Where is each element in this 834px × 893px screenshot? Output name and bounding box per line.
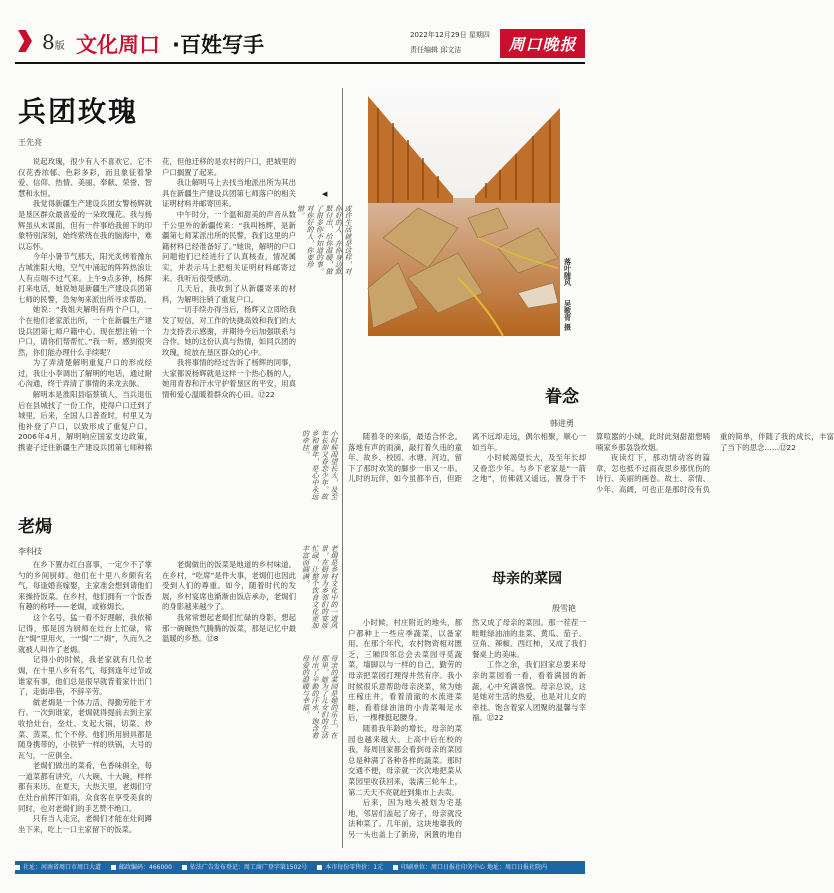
sidebar-caption-1: 或许生活就是这样，对你好的人，在你身边默默付出，给你温暖，做了很多你不知道的事。对你好的人，你要珍惜。 [296,205,352,275]
photo-caption-credit: 吴歌胥 摄 [563,300,573,331]
page-number-value: 8 [42,30,55,54]
paragraph: 为了弄清楚解明重复户口的形成经过，我让小李调出了解明的电话，通过耐心沟通，终于弄清了事情的来龙去脉。 [18,358,152,389]
sidebar-caption-4: 母亲的菜园是她的乐土，在那里，她为了儿女们的生活付出了辛勤的汗水，饱含着母爱的温暖与幸福。 [301,655,338,739]
footer-item: 印刷单位：周口日报社印务中心 地址：周口日报社院内 [393,864,547,871]
photo-illustration [368,78,560,336]
paragraph: 夜读灯下，那动情动容的篇章，怎也抵不过雨夜思乡那忧伤的诗行、美丽的画卷。故土、亲情、少年、高阔，可也正是那时没有负重的简单，伴随了我的成长，丰富了当下的思念……⑫22 [596,432,834,494]
paragraph: 中午时分，一个温和甜美的声音从数千公里外的新疆传来：“我叫杨辉，是新疆第七师某派出所的民警，我们这里的户籍材料已经准备好了。”她说，解明的户口问题他们已经进行了认真核查，情况属实，并表示马上把相关证明材料邮寄过来。我听后很受感动。 [162,209,296,283]
paragraph: 几天后，我收到了从新疆寄来的材料，为解明注销了重复户口。 [162,284,296,304]
triangle-marker-icon: ◀ [322,190,328,198]
article-body-garden [348,618,586,846]
paragraph: 我觉得新疆生产建设兵团女警杨辉就是垦区群众最喜爱的一朵玫瑰花。我与杨辉虽从未谋面，但有一件事给我留下的印象特别深刻，始终萦绕在我的脑海中，难以忘怀。 [18,199,152,251]
footer-bar [15,861,585,874]
sidebar-caption-2: 小时候渴望长大，及至年长却又眷恋少年。故乡和童年，是心中永远的牵挂。 [301,430,338,500]
article-author-garden: 殷雪艳 [552,604,576,613]
article-title-cook: 老焗 [18,517,52,537]
article-title-miss: 眷念 [545,387,579,407]
paragraph: 工作之余，我们回家总要来母亲的菜园看一看，看着满园的新蔬，心中充满喜悦。母亲总说，这是她对生活的热爱，也是对儿女的牵挂。饱含着家人团聚的温馨与幸福。⑫22 [472,660,586,723]
article-title-rose: 兵团玫瑰 [18,95,139,128]
footer-item: 依法广告发布登记：周工商广登字第1502号 [182,864,307,871]
article-body-cook [18,560,296,845]
article-title-garden: 母亲的菜园 [492,571,562,587]
paragraph: 在乡下置办红白喜事，一定少不了掌勺的乡间厨师。他们在十里八乡颇有名气，每逢婚丧嫁娶，主家准会想到请他们来操持饭菜。在乡村，他们拥有一个饭香有趣的称呼——老焗，或称焗长。 [18,560,152,612]
paragraph: 我将事情的经过告诉了杨辉的同事，大家都说杨辉就是这样一个热心肠的人，她用青春和汗水守护着垦区的平安，用真情和爱心温暖着群众的心田。⑫22 [162,358,296,400]
page-number [42,30,65,54]
paragraph: 做老焗是一个体力活，得勤劳能干才行。一次到谁家，老焗就得提前去到主家收拾灶台，垒灶、支起大锅，切菜、炒菜、蒸菜，忙个不停。他们所用厨具都是随身携带的，小铁铲一样的铁锅，大号的瓦勺，一应俱全。 [18,697,152,760]
paragraph: 今年小暑节气那天，阳光炙烤着豫东古城淮阳大地，空气中涌起的阵阵热浪让人有点喘不过气来。上午9点多钟，杨辉打来电话，她说她是新疆生产建设兵团第七师的民警，急匆匆来派出所寻求帮助。 [18,252,152,304]
paragraph: 小时候，村庄附近的地头，都户都种上一些应季蔬菜，以备家用。在那个年代，农村物资相对匮乏，三厢四邻总会去菜园寻觅蔬菜，墙脚以与一样的自己，勤劳的母亲把菜园打理得井然有序。我小时候很乐意帮助母亲浇菜，常为她庄稼庄井，看着清澈的水流进菜畦，看着绿油油的小青菜喝足水后，一棵棵挺起腰身。 [348,618,462,723]
article-author-rose: 王先亮 [18,138,42,147]
paragraph: 随着我年龄的增长，母亲的菜园也越来越大。上高中后在校的我，每周回家都会看到母亲的菜园总是种满了各种各样的蔬菜。那时交通不便，母亲就一次次地把菜从菜园里收获回来，装满三轮车上，第二天天不亮就赶到集市上去卖。 [348,723,462,797]
footer-item: 邮政编码：466000 [111,864,172,871]
paragraph: 我常常想起老焗们忙碌的身影，想起那一碗碗热气腾腾的饭菜，那是记忆中最温暖的乡愁。⑫8 [162,612,296,644]
article-body-rose [18,157,296,457]
paragraph: 随着冬的来临，最适合怀念。落地有声的雨滴，敲打着久违的童年、故乡、校园、水塘、河边，留下了那时欢笑的脚步一串又一串。儿时的玩伴，如今虽都半百，但距离不远却走远，偶尔相聚，顺心一如当年。 [348,432,586,484]
sidebar-caption-3: 老焗是乡村文化中的一道风景，在厨房为乡邻们的宴席忙碌，让整个饮食文化更加丰富而圆满。 [301,545,338,629]
paragraph: 记得小的时候，我老家就有几位老焗，在十里八乡有名气，每到逢年过节或谁家有事，他们总是很早就背着家什出门了，走街串巷，不辞辛劳。 [18,655,152,697]
article-body-miss [348,432,834,506]
paragraph: 解明本是淮阳县临蔡镇人，当兵退伍后在县城找了一份工作，使得户口迁到了城里，后来，全国人口普查时，村里又为他补登了户口，以致形成了重复户口。2006年4月，解明响应国家支边政策，携妻子迁往新疆生产建设兵团第七师种棉花，但他迁移的是农村的户口，把城里的户口搁置了起来。 [18,157,296,453]
photo-caption-title: 落叶随风 [563,258,573,286]
paragraph: 说起玫瑰，很少有人不喜欢它。它不仅花香浓郁、色彩多彩，而且象征着挚爱、信仰、热情、美丽、奉献、荣誉、智慧和永恒。 [18,157,152,198]
page-suffix: 版 [54,41,65,52]
paragraph: 后来，因为地头被划为宅基地，邻居们盖起了房子，母亲就没法种菜了。几年前，这块地靠我的另一头也盖上了新房，闲置的地自然又成了母亲的菜园。那一茬茬一畦畦绿油油的韭菜、黄瓜、茄子、豆角、辣椒、西红柿，又成了我们餐桌上的美味。 [348,618,586,839]
article-author-cook: 李科技 [18,547,42,556]
footer-item: 本市每份零售价：1元 [317,864,383,871]
section-subtitle: ·百姓写手 [172,33,264,57]
paragraph: 小时候渴望长大，及至年长却又眷恋少年。与乡下老家是“一箭之地”，仿佛就又遥远，置身于不算喧嚣的小城，此时此刻甜甜想喃喃家乡那袅袅炊烟。 [472,432,710,484]
paragraph: 老焗们做出的菜肴，色香味俱全，每一道菜都有讲究，八大碗、十大碗，样样都有来历。在夏天，大热天里，老焗们守在灶台前挥汗如雨，众食客在享受美食的同时，也对老焗们的手艺赞不绝口。 [18,761,152,813]
paragraph: 老焗做出的饭菜是地道的乡村味道。在乡村，“吃席”是件大事，老焗们也因此受到人们的尊重。如今，随着时代的发展，乡村宴席也渐渐由饭店承办，老焗们的身影越来越少了。 [162,560,296,612]
column-divider [342,88,343,848]
paragraph: 我让解明马上去找当地派出所为其出具在新疆生产建设兵团第七师落户的相关证明材料并邮寄回来。 [162,178,296,209]
paragraph: 一切手续办得当后，杨辉又立即给我发了短信，对工作的快捷高效和我们的大力支持表示感谢，并期待今后加强联系与合作。她的这份认真与热情，如同兵团的玫瑰，绽放在垦区群众的心中。 [162,305,296,357]
issue-date: 2022年12月29日 星期四 [410,31,490,39]
editor-credit: 责任编辑 邱文洁 [410,46,462,54]
footer-item: 社址：河南省周口市周口大道 [15,864,101,871]
paragraph: 只有当人走完，老焗们才能在灶间蹲坐下来，吃上一口主家留下的饭菜。 [18,814,152,834]
paragraph: 这个名号，猛一看不好理解，我依稀记得，那是因为厨师在灶台上忙碌，常在“焗”里用火，一“焗”二“焗”，久而久之就被人叫作了老焗。 [18,612,152,654]
newspaper-logo: 周口晚报 [500,29,585,58]
chevron-icon [18,30,32,52]
paragraph: 她说：“我姐夫解明有两个户口，一个在他们老家派出所，一个在新疆生产建设兵团第七师户籍中心。现在想注销一个户口，请你们帮帮忙。”我一听，感到很突然，你们能办理什么手续呢？ [18,305,152,357]
article-author-miss: 韩进勇 [550,419,574,428]
header-divider [15,62,585,64]
autumn-leaves-photo [368,78,560,336]
section-title: 文化周口 [76,32,160,57]
